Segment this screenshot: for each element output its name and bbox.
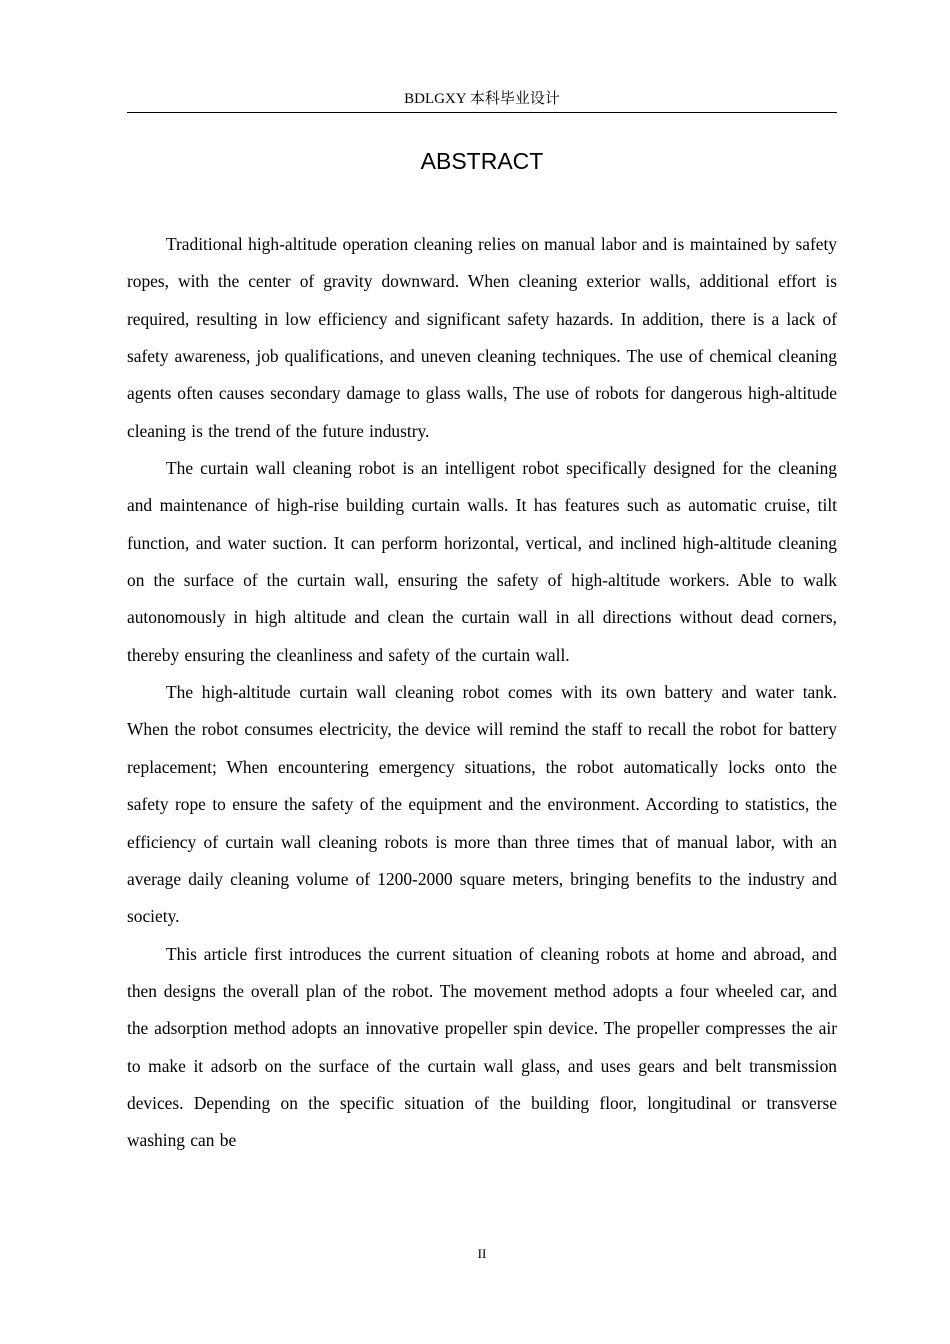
page-number: II xyxy=(477,1246,487,1261)
abstract-paragraph-4: This article first introduces the current situation of cleaning robots at home and abroad, and then designs the overall plan of the robot. The movement method adopts a four wheeled car, and the adsorption method adopts an innovative propeller spin device. The propeller compresses the air to make it adsorb on the surface of the curtain wall glass, and uses gears and belt transmission devices. Depending on the specific situation of the building floor, longitudinal or transverse washing can be xyxy=(127,943,837,1151)
abstract-body xyxy=(127,226,837,1160)
abstract-paragraph-1: Traditional high-altitude operation cleaning relies on manual labor and is maintained by safety ropes, with the center of gravity downward. When cleaning exterior walls, additional effort is required, resulting in low efficiency and significant safety hazards. In addition, there is a lack of safety awareness, job qualifications, and uneven cleaning techniques. The use of chemical cleaning agents often causes secondary damage to glass walls, The use of robots for dangerous high-altitude cleaning is the trend of the future industry. xyxy=(127,234,837,441)
page-header xyxy=(127,88,837,113)
abstract-paragraph-2: The curtain wall cleaning robot is an intelligent robot specifically designed for the cleaning and maintenance of high-rise building curtain walls. It has features such as automatic cruise, tilt function, and water suction. It can perform horizontal, vertical, and inclined high-altitude cleaning on the surface of the curtain wall, ensuring the safety of high-altitude workers. Able to walk autonomously in high altitude and clean the curtain wall in all directions without dead corners, thereby ensuring the cleanliness and safety of the curtain wall. xyxy=(127,458,837,665)
abstract-title: ABSTRACT xyxy=(420,148,544,174)
abstract-paragraph-3: The high-altitude curtain wall cleaning robot comes with its own battery and water tank. When the robot consumes electricity, the device will remind the staff to recall the robot for battery replacement; When encountering emergency situations, the robot automatically locks onto the safety rope to ensure the safety of the equipment and the environment. According to statistics, the efficiency of curtain wall cleaning robots is more than three times that of manual labor, with an average daily cleaning volume of 1200-2000 square meters, bringing benefits to the industry and society. xyxy=(127,682,837,927)
header-text: BDLGXY 本科毕业设计 xyxy=(404,91,560,107)
